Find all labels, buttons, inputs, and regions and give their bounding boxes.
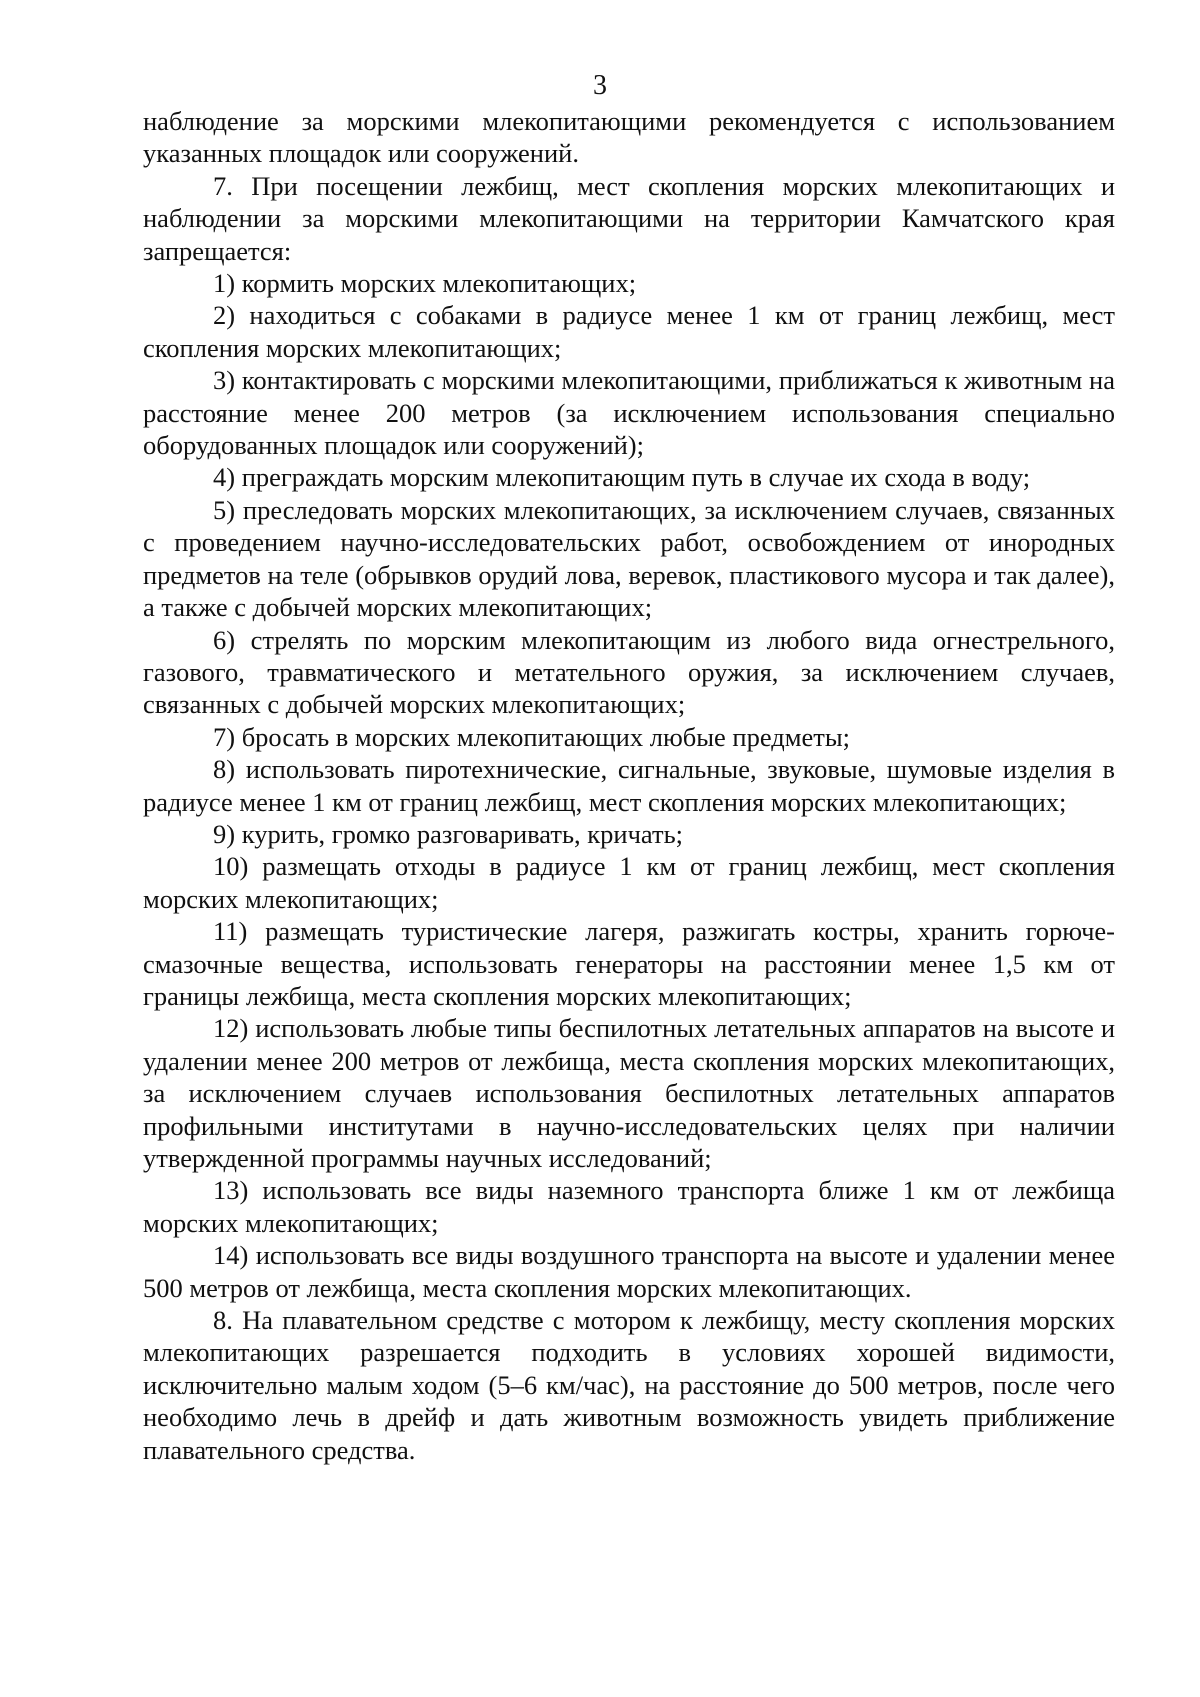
list-item-8: 8) использовать пиротехнические, сигнальные, звуковые, шумовые изделия в радиусе менее 1 км от границ лежбищ, мест скопления морских млекопитающих; bbox=[143, 754, 1115, 817]
list-item-13: 13) использовать все виды наземного транспорта ближе 1 км от лежбища морских млекопитающих; bbox=[143, 1175, 1115, 1238]
paragraph-continuation: наблюдение за морскими млекопитающими рекомендуется с использованием указанных площадок или сооружений. bbox=[143, 106, 1115, 169]
list-item-4: 4) преграждать морским млекопитающим путь в случае их схода в воду; bbox=[213, 462, 1031, 493]
list-item-12: 12) использовать любые типы беспилотных летательных аппаратов на высоте и удалении менее 200 метров от лежбища, места скопления морских млекопитающих, за исключением случаев использования беспилотных летательных аппаратов профильными институтами в научно-исследовательских целях при наличии утвержденной программы научных исследований; bbox=[143, 1013, 1115, 1173]
list-item-14: 14) использовать все виды воздушного транспорта на высоте и удалении менее 500 метров от лежбища, места скопления морских млекопитающих. bbox=[143, 1240, 1115, 1303]
paragraph-item-7: 7. При посещении лежбищ, мест скопления морских млекопитающих и наблюдении за морскими млекопитающими на территории Камчатского края запрещается: bbox=[143, 170, 1115, 266]
list-item-3: 3) контактировать с морскими млекопитающими, приближаться к животным на расстояние менее 200 метров (за исключением использования специально оборудованных площадок или сооружений); bbox=[143, 365, 1115, 461]
page-number: 3 bbox=[593, 70, 607, 101]
list-item-10: 10) размещать отходы в радиусе 1 км от границ лежбищ, мест скопления морских млекопитающих; bbox=[143, 851, 1115, 914]
list-item-1: 1) кормить морских млекопитающих; bbox=[213, 268, 637, 299]
paragraph-item-8: 8. На плавательном средстве с мотором к лежбищу, месту скопления морских млекопитающих разрешается подходить в условиях хорошей видимости, исключительно малым ходом (5–6 км/час), на расстояние до 500 метров, после чего необходимо лечь в дрейф и дать животным возможность увидеть приближение плавательного средства. bbox=[143, 1305, 1115, 1465]
list-item-7: 7) бросать в морских млекопитающих любые предметы; bbox=[213, 721, 851, 752]
list-item-2: 2) находиться с собаками в радиусе менее 1 км от границ лежбищ, мест скопления морских млекопитающих; bbox=[143, 300, 1115, 363]
list-item-9: 9) курить, громко разговаривать, кричать; bbox=[213, 818, 684, 849]
list-item-11: 11) размещать туристические лагеря, разжигать костры, хранить горюче-смазочные вещества, использовать генераторы на расстоянии менее 1,5 км от границы лежбища, места скопления морских млекопитающих; bbox=[143, 916, 1115, 1011]
list-item-6: 6) стрелять по морским млекопитающим из любого вида огнестрельного, газового, травматического и метательного оружия, за исключением случаев, связанных с добычей морских млекопитающих; bbox=[143, 624, 1115, 720]
document-body bbox=[143, 105, 1115, 1466]
list-item-5: 5) преследовать морских млекопитающих, за исключением случаев, связанных с проведением научно-исследовательских работ, освобождением от инородных предметов на теле (обрывков орудий лова, веревок, пластикового мусора и так далее), а также с добычей морских млекопитающих; bbox=[143, 494, 1115, 623]
